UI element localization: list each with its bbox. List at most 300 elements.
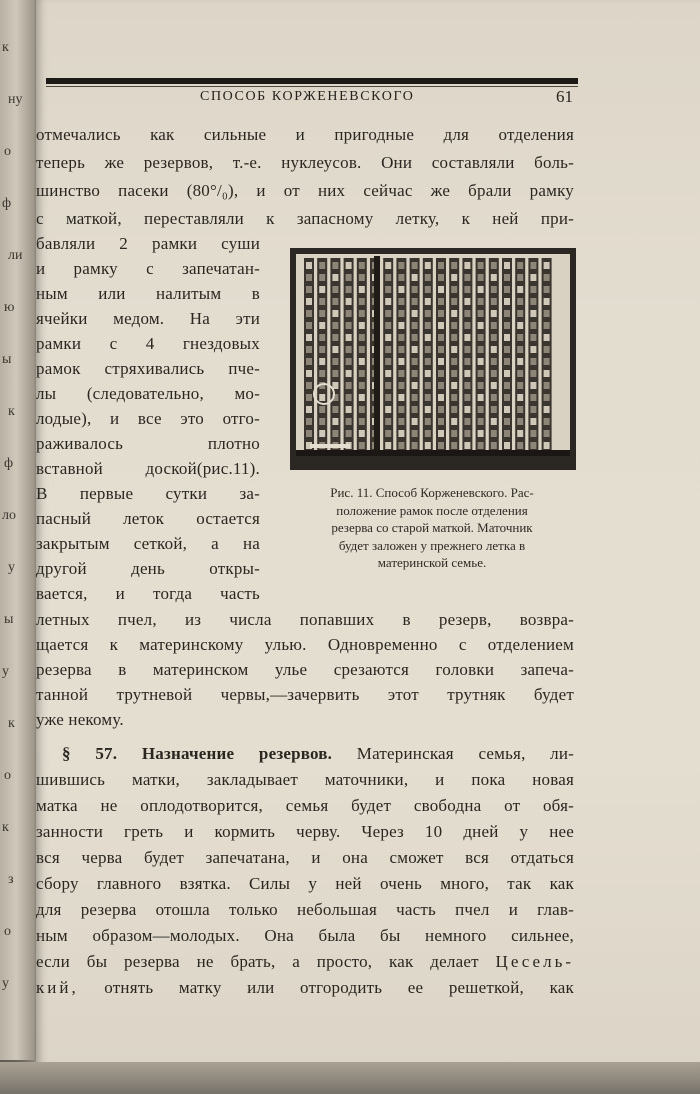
frame-cell (504, 286, 510, 293)
frame-cell (478, 382, 484, 389)
frame-cell (530, 394, 536, 401)
frame-cell (464, 358, 470, 365)
frame-cell (359, 274, 365, 281)
frame-cell (491, 286, 497, 293)
facing-page-fragment: з (8, 872, 14, 887)
facing-page-fragment: к (8, 716, 15, 731)
frame-cell (504, 274, 510, 281)
frame-cell (306, 406, 312, 413)
frame-cell (517, 442, 523, 449)
page-bottom-edge (0, 1062, 700, 1094)
frame-cell (346, 274, 352, 281)
frame-cell (451, 322, 457, 329)
frame-cell (319, 262, 325, 269)
page-number: 61 (556, 87, 573, 106)
frame-cell (385, 322, 391, 329)
section-line: вся черва будет запечатана, и она сможет вся отдаться (36, 848, 574, 867)
frame-cell (359, 406, 365, 413)
frame-cell (464, 406, 470, 413)
frame-cell (504, 370, 510, 377)
frame-cell (425, 394, 431, 401)
frame-cell (478, 346, 484, 353)
body-line: теперь же резервов, т.-е. нуклеусов. Они составляли боль- (36, 153, 574, 172)
body-line: шинство пасеки (80°/₀), и от них сейчас же брали рамку (36, 181, 574, 200)
body-line: щается к материнскому улью. Одновременно с отделением (36, 635, 574, 654)
frame-cell (451, 310, 457, 317)
frame-cell (412, 298, 418, 305)
facing-page-fragment: о (4, 924, 11, 939)
frame-cell (517, 418, 523, 425)
frame-cell (530, 262, 536, 269)
caption-line: будет заложен у прежнего летка в (338, 537, 526, 553)
facing-page-fragment: о (4, 144, 11, 159)
frame-cell (530, 370, 536, 377)
section-first-line (62, 744, 574, 764)
frame-cell (332, 406, 338, 413)
facing-page-fragment: к (2, 820, 9, 835)
frame-cell (491, 274, 497, 281)
frame-cell (412, 442, 418, 449)
frame-cell (544, 322, 550, 329)
frame-cell (412, 322, 418, 329)
frame-cell (438, 394, 444, 401)
frame-cell (306, 298, 312, 305)
frame-cell (359, 394, 365, 401)
frame-cell (478, 310, 484, 317)
frame-cell (385, 310, 391, 317)
frame-cell (306, 430, 312, 437)
frame-cell (346, 406, 352, 413)
frame-cell (412, 430, 418, 437)
wrap-line: лы (следовательно, мо- (36, 384, 260, 403)
facing-page-fragment: ло (2, 508, 16, 523)
frame-cell (425, 442, 431, 449)
frame-cell (398, 262, 404, 269)
frame-cell (491, 418, 497, 425)
section-line: матка не оплодотворится, семья будет свободна от обя- (36, 796, 574, 815)
frame-cell (504, 346, 510, 353)
frame-cell (398, 298, 404, 305)
frame-cell (398, 274, 404, 281)
frame-cell (385, 370, 391, 377)
frame-cell (464, 394, 470, 401)
frame-cell (530, 310, 536, 317)
frame-cell (398, 334, 404, 341)
frame-cell (504, 358, 510, 365)
frame-cell (319, 430, 325, 437)
frame-cell (438, 418, 444, 425)
frame-cell (332, 358, 338, 365)
frame-cell (464, 418, 470, 425)
frame-cell (517, 358, 523, 365)
frame-cell (306, 274, 312, 281)
frame-cell (398, 370, 404, 377)
facing-page-fragment: у (2, 664, 9, 679)
frame-cell (306, 418, 312, 425)
frame-cell (478, 394, 484, 401)
facing-page-fragment: к (8, 404, 15, 419)
frame-cell (517, 382, 523, 389)
wrap-line: вставной доской(рис.11). (36, 459, 260, 478)
frame-cell (359, 310, 365, 317)
frame-cell (491, 346, 497, 353)
frame-cell (385, 406, 391, 413)
caption-line: положение рамок после отделения (336, 502, 528, 518)
frame-cell (306, 310, 312, 317)
frame-cell (332, 334, 338, 341)
frame-cell (544, 382, 550, 389)
hive-floor (296, 450, 570, 456)
frame-cell (451, 370, 457, 377)
section-line (36, 952, 574, 972)
frame-cell (451, 358, 457, 365)
wrap-line: вается, и тогда часть (36, 584, 260, 603)
frame-cell (491, 358, 497, 365)
frame-cell (346, 346, 352, 353)
body-line: резерва в материнском улье срезаются головки запеча- (36, 660, 574, 679)
frame-cell (425, 298, 431, 305)
frame-cell (385, 334, 391, 341)
author-name: Цесель- (495, 952, 574, 971)
running-title: СПОСОБ КОРЖЕНЕВСКОГО (200, 89, 415, 104)
frame-cell (544, 346, 550, 353)
frame-cell (385, 418, 391, 425)
frame-cell (491, 298, 497, 305)
frame-cell (412, 286, 418, 293)
frame-cell (319, 334, 325, 341)
frame-cell (306, 286, 312, 293)
frame-cell (544, 418, 550, 425)
frame-cell (504, 310, 510, 317)
frame-cell (346, 418, 352, 425)
caption-line: резерва со старой маткой. Маточник (331, 520, 533, 535)
frame-cell (491, 442, 497, 449)
frame-cell (438, 298, 444, 305)
frame-cell (504, 322, 510, 329)
frame-cell (451, 418, 457, 425)
facing-page-fragment: ы (4, 612, 14, 627)
frame-cell (451, 334, 457, 341)
frame-cell (425, 274, 431, 281)
frame-cell (438, 274, 444, 281)
frame-cell (544, 430, 550, 437)
frame-cell (425, 334, 431, 341)
frame-cell (359, 430, 365, 437)
frame-cell (332, 382, 338, 389)
frame-cell (438, 262, 444, 269)
frame-cell (517, 370, 523, 377)
frame-cell (478, 274, 484, 281)
frame-cell (346, 322, 352, 329)
frame-cell (451, 346, 457, 353)
frame-cell (451, 298, 457, 305)
frame-cell (464, 370, 470, 377)
frame-cell (359, 334, 365, 341)
frame-cell (359, 382, 365, 389)
facing-page-fragment: у (2, 976, 9, 991)
figure-frames-illustration (290, 248, 576, 470)
frame-cell (359, 346, 365, 353)
frame-cell (451, 406, 457, 413)
frame-cell (478, 418, 484, 425)
frame-cell (491, 370, 497, 377)
frame-cell (517, 394, 523, 401)
frame-cell (306, 394, 312, 401)
frame-cell (425, 418, 431, 425)
frame-cell (530, 430, 536, 437)
frame-cell (451, 442, 457, 449)
wrap-line: лодые), и все это отго- (36, 409, 260, 428)
frame-cell (451, 430, 457, 437)
frame-cell (385, 286, 391, 293)
frame-cell (517, 298, 523, 305)
frame-cell (544, 370, 550, 377)
frame-cell (425, 358, 431, 365)
frame-cell (332, 310, 338, 317)
frame-cell (346, 394, 352, 401)
frame-cell (346, 334, 352, 341)
frame-cell (319, 286, 325, 293)
frame-cell (504, 382, 510, 389)
wrap-line: В первые сутки за- (36, 484, 260, 503)
frame-cell (385, 298, 391, 305)
section-line: для резерва отошла только небольшая часть пчел и глав- (36, 900, 574, 919)
section-line: ным образом—молодых. Она была бы немного сильнее, (36, 926, 574, 945)
frame-cell (478, 442, 484, 449)
frame-cell (425, 430, 431, 437)
frame-cell (504, 262, 510, 269)
wrap-line: ным или налитым в (36, 284, 260, 303)
frame-cell (346, 262, 352, 269)
frame-cell (544, 262, 550, 269)
frame-cell (306, 358, 312, 365)
frame-cell (319, 298, 325, 305)
frame-cell (319, 370, 325, 377)
frame-cell (412, 418, 418, 425)
frame-cell (412, 382, 418, 389)
frame-cell (438, 382, 444, 389)
frame-cell (319, 406, 325, 413)
frame-cell (464, 382, 470, 389)
frame-cell (464, 262, 470, 269)
frame-cell (530, 358, 536, 365)
frame-cell (425, 262, 431, 269)
facing-page-fragment: ну (8, 92, 23, 107)
frame-cell (544, 286, 550, 293)
frame-cell (319, 310, 325, 317)
frame-cell (385, 262, 391, 269)
frame-cell (544, 298, 550, 305)
frame-cell (464, 334, 470, 341)
frame-cell (491, 322, 497, 329)
frame-cell (504, 442, 510, 449)
frame-cell (478, 322, 484, 329)
facing-page-fragment: у (8, 560, 15, 575)
frame-cell (517, 334, 523, 341)
frame-cell (412, 346, 418, 353)
frame-cell (398, 286, 404, 293)
frame-cell (319, 394, 325, 401)
frame-cell (306, 322, 312, 329)
frame-cell (306, 382, 312, 389)
frame-cell (464, 442, 470, 449)
frame-cell (491, 310, 497, 317)
facing-page-fragment: ю (4, 300, 15, 315)
frame-cell (491, 406, 497, 413)
frame-cell (412, 358, 418, 365)
frame-cell (346, 430, 352, 437)
frame-cell (464, 310, 470, 317)
frame-cell (544, 274, 550, 281)
frame-cell (332, 298, 338, 305)
frame-cell (504, 334, 510, 341)
frame-cell (412, 262, 418, 269)
frame-cell (438, 334, 444, 341)
frame-cell (359, 358, 365, 365)
frame-cell (425, 346, 431, 353)
facing-page-fragment: ф (4, 456, 14, 471)
frame-cell (517, 430, 523, 437)
frame-cell (346, 370, 352, 377)
frame-cell (425, 286, 431, 293)
body-line: уже некому. (36, 710, 124, 729)
section-line-text: отнять матку или отгородить ее решеткой, как (104, 978, 574, 997)
facing-page-fragment: о (4, 768, 11, 783)
body-line: танной трутневой червы,—зачервить этот трутняк будет (36, 685, 574, 704)
frame-cell (385, 394, 391, 401)
section-line: сбору главного взятка. Силы у ней очень много, так как (36, 874, 574, 893)
frame-cell (530, 346, 536, 353)
caption-line: Рис. 11. Способ Корженевского. Рас- (330, 485, 534, 500)
frame-cell (478, 370, 484, 377)
frame-cell (438, 358, 444, 365)
frame-cell (517, 262, 523, 269)
frame-cell (544, 334, 550, 341)
frame-cell (332, 418, 338, 425)
frame-cell (385, 358, 391, 365)
frame-cell (544, 358, 550, 365)
frame-cell (346, 298, 352, 305)
frame-cell (504, 430, 510, 437)
frame-cell (412, 394, 418, 401)
frame-cell (491, 382, 497, 389)
frame-cell (530, 298, 536, 305)
frame-cell (398, 382, 404, 389)
frame-cell (517, 310, 523, 317)
wrap-line: пасный леток остается (36, 509, 260, 528)
wrap-line: раживалось плотно (36, 434, 260, 453)
frame-cell (438, 406, 444, 413)
frame-cell (332, 370, 338, 377)
frame-cell (332, 430, 338, 437)
frame-cell (398, 418, 404, 425)
frame-cell (385, 430, 391, 437)
frame-cell (359, 418, 365, 425)
frame-cell (412, 310, 418, 317)
author-name-end: кий, (36, 978, 79, 997)
frame-cell (319, 358, 325, 365)
frame-cell (451, 382, 457, 389)
frame-cell (398, 322, 404, 329)
frame-cell (412, 406, 418, 413)
frame-cell (425, 382, 431, 389)
wrap-line: и рамку с запечатан- (36, 259, 260, 278)
frame-cell (438, 322, 444, 329)
frame-cell (438, 430, 444, 437)
frame-cell (517, 286, 523, 293)
frame-cell (451, 286, 457, 293)
frame-cell (464, 322, 470, 329)
frame-cell (385, 346, 391, 353)
frame-cell (530, 274, 536, 281)
frame-cell (517, 322, 523, 329)
frame-cell (398, 310, 404, 317)
body-line: летных пчел, из числа попавших в резерв, возвра- (36, 610, 574, 629)
frame-cell (359, 322, 365, 329)
frame-cell (425, 310, 431, 317)
frame-cell (544, 394, 550, 401)
frame-cell (504, 418, 510, 425)
frame-cell (319, 322, 325, 329)
frame-cell (319, 274, 325, 281)
frame-cell (398, 394, 404, 401)
frame-cell (319, 346, 325, 353)
frame-cell (451, 394, 457, 401)
frame-cell (478, 430, 484, 437)
frame-cell (412, 274, 418, 281)
frame-cell (332, 286, 338, 293)
frame-cell (491, 262, 497, 269)
frame-cell (398, 442, 404, 449)
frame-cell (544, 310, 550, 317)
section-first-line-text: Материнская семья, ли- (356, 744, 575, 763)
frame-cell (332, 322, 338, 329)
frame-cell (306, 262, 312, 269)
section-line: шившись матки, закладывает маточники, и пока новая (36, 770, 574, 789)
facing-page-fragment: ли (8, 248, 23, 263)
frame-cell (398, 346, 404, 353)
frame-cell (530, 334, 536, 341)
section-line-text: если бы резерва не брать, а просто, как делает (36, 952, 479, 971)
facing-page-edge (0, 0, 40, 1060)
frame-cell (464, 286, 470, 293)
frame-cell (359, 298, 365, 305)
facing-page-fragment: ы (2, 352, 12, 367)
frame-cell (306, 346, 312, 353)
frame-cell (425, 322, 431, 329)
frame-cell (398, 430, 404, 437)
frame-cell (464, 298, 470, 305)
frame-cell (544, 406, 550, 413)
frame-cell (544, 442, 550, 449)
wrap-line: закрытым сеткой, а на (36, 534, 260, 553)
frame-cell (517, 274, 523, 281)
frame-cell (425, 406, 431, 413)
frame-cell (530, 406, 536, 413)
frame-cell (478, 406, 484, 413)
frame-cell (451, 274, 457, 281)
frame-cell (530, 286, 536, 293)
frame-cell (438, 442, 444, 449)
frame-cell (478, 286, 484, 293)
section-line: занности греть и кормить черву. Через 10 дней у нее (36, 822, 574, 841)
frame-cell (359, 262, 365, 269)
frame-cell (412, 334, 418, 341)
frame-cell (438, 346, 444, 353)
frame-cell (438, 286, 444, 293)
frame-cell (306, 334, 312, 341)
frame-cell (517, 346, 523, 353)
